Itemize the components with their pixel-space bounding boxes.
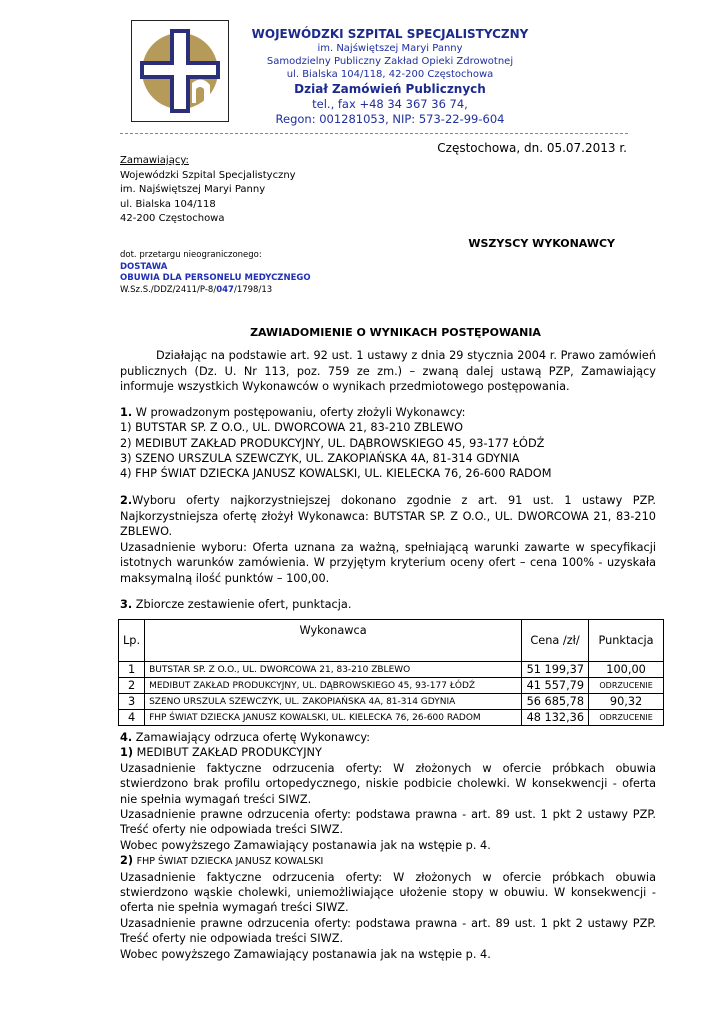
hospital-name: WOJEWÓDZKI SZPITAL SPECJALISTYCZNY [251,27,529,41]
buyer-line: 42-200 Częstochowa [120,213,225,225]
hospital-logo [131,20,229,122]
recipient: WSZYSCY WYKONAWCY [468,237,615,250]
section-1: 1. W prowadzonym postępowaniu, oferty złożyli Wykonawcy: 1) BUTSTAR SP. Z O.O., UL. DWORCOWA 21, 83-210 ZBLEWO 2) MEDIBUT ZAKŁAD PRODUKCYJNY, UL. DĄBROWSKIEGO 45, 93-177 ŁÓDŹ 3) SZENO URSZULA SZEWCZYK, UL. ZAKOPIAŃSKA 4A, 81-314 GDYNIA 4) FHP ŚWIAT DZIECKA JANUSZ KOWALSKI, UL. KIELECKA 76, 26-600 RADOM [120,406,552,481]
section-4: 4. Zamawiający odrzuca ofertę Wykonawcy: 1) MEDIBUT ZAKŁAD PRODUKCYJNY Uzasadnienie faktyczne odrzucenia oferty: W złożonych w ofercie próbkach obuwia stwierdzono brak profilu ortopedycznego, niskie podbicie cholewki. W konsekwencji - oferta nie spełnia wymagań treści SIWZ. Uzasadnienie prawne odrzucenia oferty: podstawa prawna - art. 89 ust. 1 pkt 2 ustawy PZP. Treść oferty nie odpowiada treści SIWZ. Wobec powyższego Zamawiający postanawia jak na wstępie p. 4. 2) FHP ŚWIAT DZIECKA JANUSZ KOWALSKI Uzasadnienie faktyczne odrzucenia oferty: W złożonych w ofercie próbkach obuwia stwierdzono wąskie cholewki, uniemożliwiające ułożenie stopy w obuwiu. W konsekwencji - oferta nie spełnia wymagań treści SIWZ. Uzasadnienie prawne odrzucenia oferty: podstawa prawna - art. 89 ust. 1 pkt 2 ustawy PZP. Treść oferty nie odpowiada treści SIWZ. Wobec powyższego Zamawiający postanawia jak na wstępie p. 4. [120,731,656,961]
table-row: 3 SZENO URSZULA SZEWCZYK, UL. ZAKOPIAŃSKA 4A, 81-314 GDYNIA 56 685,78 90,32 [119,694,664,710]
table-row: 4 FHP ŚWIAT DZIECKA JANUSZ KOWALSKI, UL. KIELECKA 76, 26-600 RADOM 48 132,36 ODRZUCENIE [119,710,664,726]
tender-subject-1: DOSTAWA [120,261,168,272]
department-name: Dział Zamówień Publicznych [294,82,486,96]
rejected-bidder-2: FHP ŚWIAT DZIECKA JANUSZ KOWALSKI [136,856,324,868]
tender-reference: W.Sz.S./DDZ/2411/P-8/047/1798/13 [120,284,273,295]
buyer-line: im. Najświętszej Maryi Panny [120,184,266,196]
buyer-label: Zamawiający: [120,155,189,166]
tender-info [120,250,311,296]
table-row: 2 MEDIBUT ZAKŁAD PRODUKCYJNY, UL. DĄBROWSKIEGO 45, 93-177 ŁÓDŹ 41 557,79 ODRZUCENIE [119,678,664,694]
bidder-item: 4) FHP ŚWIAT DZIECKA JANUSZ KOWALSKI, UL. KIELECKA 76, 26-600 RADOM [120,467,552,481]
offers-table [118,619,664,726]
table-header-row: Lp. Wykonawca Cena /zł/ Punktacja [119,620,664,662]
tender-subject-2: OBUWIA DLA PERSONELU MEDYCZNEGO [120,273,311,283]
buyer-address [120,154,296,227]
section-3-heading: 3. Zbiorcze zestawienie ofert, punktacja. [120,598,352,611]
selection-justification: Uzasadnienie wyboru: Oferta uznana za ważną, spełniającą warunki zawarte w specyfikacji istotnych warunków zamówienia. W przyjętym kryterium oceny ofert – cena 100% - uzyskała maksymalną ilość punktów – 100,00. [120,540,656,585]
buyer-line: ul. Bialska 104/118 [120,198,216,210]
department-phone: tel., fax +48 34 367 36 74, [312,97,468,111]
regon-nip: Regon: 001281053, NIP: 573-22-99-604 [275,112,505,126]
rejected-bidder-1: MEDIBUT ZAKŁAD PRODUKCYJNY [136,746,322,760]
tender-label: dot. przetargu nieograniczonego: [120,250,262,260]
buyer-line: Wojewódzki Szpital Specjalistyczny [120,169,296,181]
bidder-item: 3) SZENO URSZULA SZEWCZYK, UL. ZAKOPIAŃSKA 4A, 81-314 GDYNIA [120,451,520,465]
document-date: Częstochowa, dn. 05.07.2013 r. [437,141,627,155]
section-2: 2.Wyboru oferty najkorzystniejszej dokonano zgodnie z art. 91 ust. 1 ustawy PZP. Najkorzystniejsza ofertę złożył Wykonawca: BUTSTAR SP. Z O.O., UL. DWORCOWA 21, 83-210 ZBLEWO. Uzasadnienie wyboru: Oferta uznana za ważną, spełniającą warunki zawarte w specyfikacji istotnych warunków zamówienia. W przyjętym kryterium oceny ofert – cena 100% - uzyskała maksymalną ilość punktów – 100,00. [120,494,656,585]
document-title: ZAWIADOMIENIE O WYNIKACH POSTĘPOWANIA [250,326,541,339]
header-divider [120,133,628,134]
table-row: 1 BUTSTAR SP. Z O.O., UL. DWORCOWA 21, 83-210 ZBLEWO 51 199,37 100,00 [119,662,664,678]
hospital-logo-icon [132,21,228,121]
hospital-patron: im. Najświętszej Maryi Panny [317,43,463,54]
bidder-item: 2) MEDIBUT ZAKŁAD PRODUKCYJNY, UL. DĄBROWSKIEGO 45, 93-177 ŁÓDŹ [120,436,545,450]
bidder-item: 1) BUTSTAR SP. Z O.O., UL. DWORCOWA 21, 83-210 ZBLEWO [120,421,464,435]
hospital-address: ul. Bialska 104/118, 42-200 Częstochowa [286,69,494,80]
hospital-type: Samodzielny Publiczny Zakład Opieki Zdrowotnej [266,56,514,67]
intro-paragraph: Działając na podstawie art. 92 ust. 1 ustawy z dnia 29 stycznia 2004 r. Prawo zamówień publicznych (Dz. U. Nr 113, poz. 759 ze zm.) – zwaną dalej ustawą PZP, Zamawiający informuje wszystkich Wykonawców o wynikach przedmiotowego postępowania. [120,349,656,393]
